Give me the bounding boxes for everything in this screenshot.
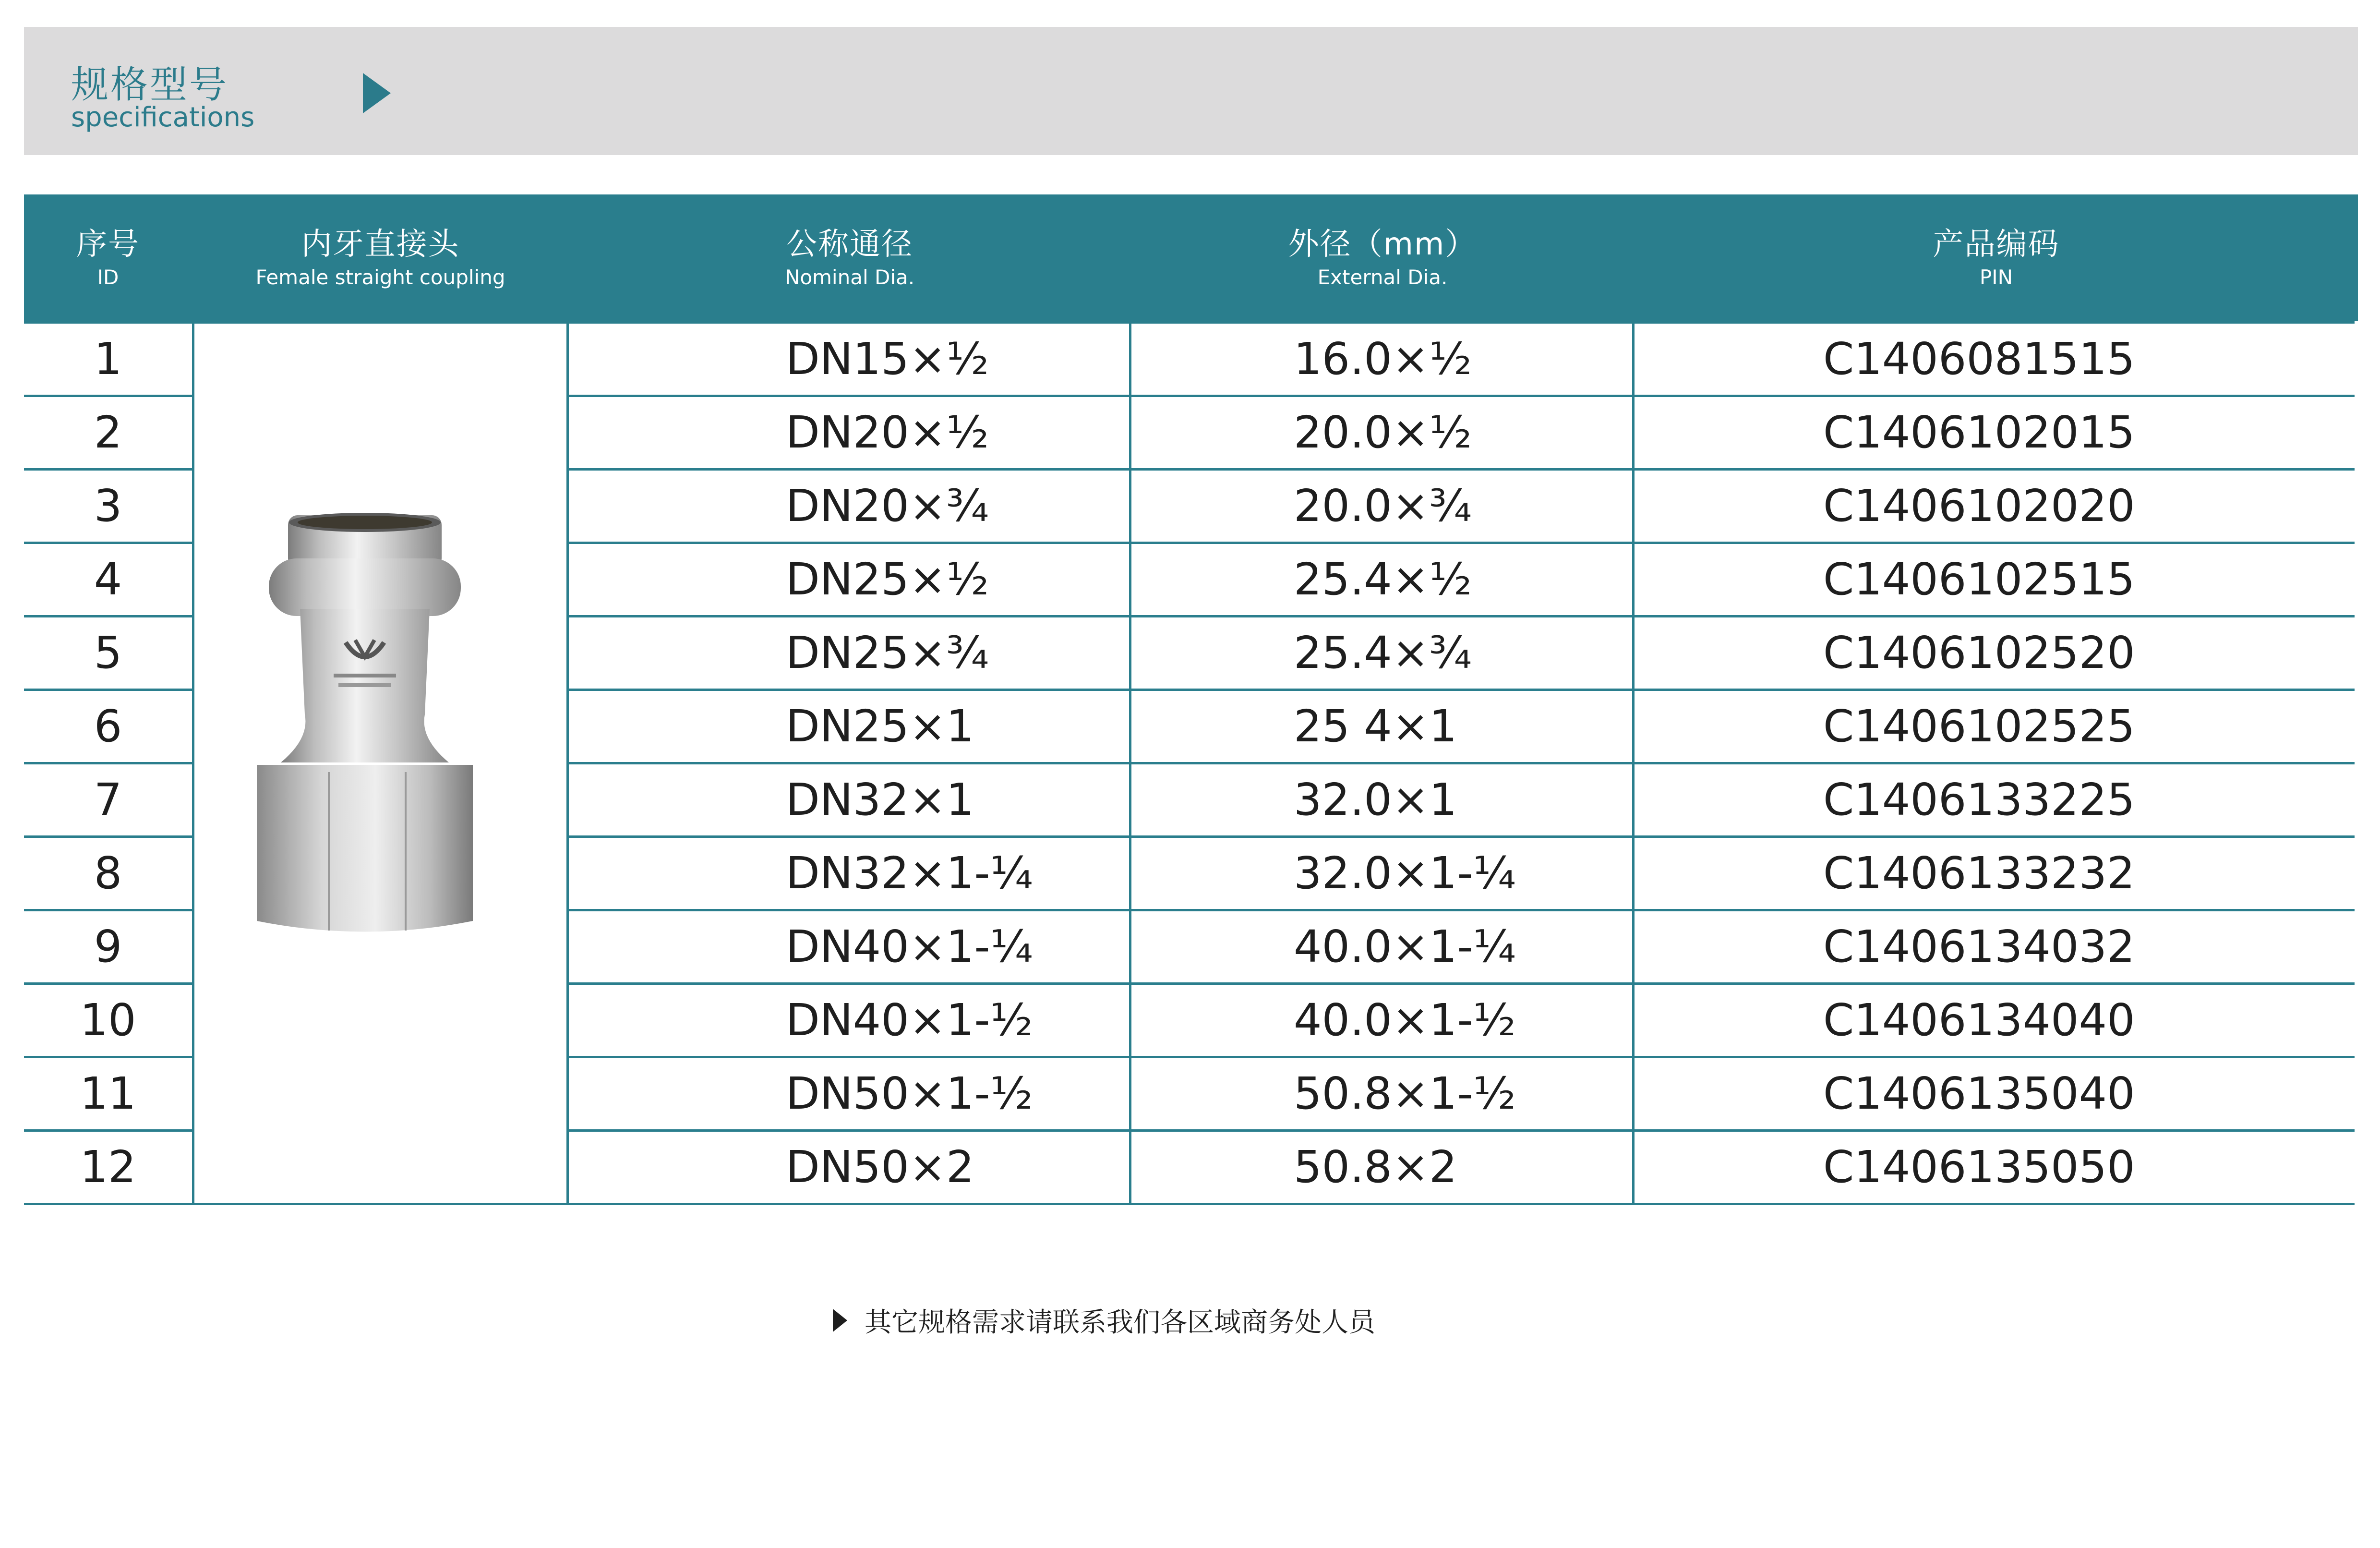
cell-external-dia: 20.0×¾ [1294,480,1472,532]
header-id-en: ID [97,266,119,289]
cell-nominal-dia: DN50×1-½ [786,1067,1033,1119]
cell-nominal-dia: DN32×1-¼ [786,847,1033,899]
footer-note [833,1301,1375,1340]
header-product-zh: 内牙直接头 [301,227,460,262]
cell-pin: C1406133232 [1823,847,2135,899]
cell-external-dia: 20.0×½ [1294,406,1472,458]
header-pin [1635,194,2358,321]
cell-external-dia: 16.0×½ [1294,333,1472,385]
cell-id: 10 [80,994,136,1046]
table-header [24,194,2358,321]
header-pin-zh: 产品编码 [1933,227,2060,262]
cell-id: 3 [94,480,122,532]
header-pin-en: PIN [1979,266,2013,289]
header-product-en: Female straight coupling [255,266,505,289]
cell-nominal-dia: DN25×¾ [786,627,989,678]
cell-id: 12 [80,1141,136,1193]
female-straight-coupling-image [247,513,482,940]
cell-external-dia: 25.4×¾ [1294,627,1472,678]
cell-pin: C1406102520 [1823,627,2135,678]
header-nominal [569,194,1130,321]
cell-external-dia: 40.0×1-½ [1294,994,1516,1046]
cell-id: 11 [80,1067,136,1119]
cell-id: 1 [94,333,122,385]
cell-external-dia: 40.0×1-¼ [1294,920,1516,972]
cell-nominal-dia: DN40×1-½ [786,994,1033,1046]
cell-pin: C1406102015 [1823,406,2135,458]
cell-pin: C1406102020 [1823,480,2135,532]
cell-nominal-dia: DN20×¾ [786,480,989,532]
cell-external-dia: 32.0×1-¼ [1294,847,1516,899]
header-id-zh: 序号 [76,227,140,262]
cell-id: 4 [94,553,122,605]
play-triangle-icon [363,73,391,113]
header-product [192,194,569,321]
header-external-en: External Dia. [1317,266,1448,289]
cell-external-dia: 32.0×1 [1294,774,1457,825]
cell-id: 9 [94,920,122,972]
header-nominal-zh: 公称通径 [786,227,913,262]
section-title: 规格型号 [71,63,229,107]
cell-external-dia: 25.4×½ [1294,553,1472,605]
header-id [24,194,192,321]
section-banner [24,27,2358,155]
cell-pin: C1406102515 [1823,553,2135,605]
cell-pin: C1406135040 [1823,1067,2135,1119]
cell-pin: C1406133225 [1823,774,2135,825]
cell-id: 7 [94,774,122,825]
cell-pin: C1406081515 [1823,333,2135,385]
column-divider [192,321,194,1203]
section-subtitle: specifications [71,102,255,133]
cell-nominal-dia: DN20×½ [786,406,989,458]
cell-id: 8 [94,847,122,899]
cell-pin: C1406134040 [1823,994,2135,1046]
cell-external-dia: 50.8×2 [1294,1141,1457,1193]
cell-pin: C1406102525 [1823,700,2135,752]
cell-id: 6 [94,700,122,752]
cell-nominal-dia: DN32×1 [786,774,974,825]
cell-id: 2 [94,406,122,458]
cell-nominal-dia: DN50×2 [786,1141,974,1193]
cell-external-dia: 50.8×1-½ [1294,1067,1516,1119]
cell-pin: C1406134032 [1823,920,2135,972]
cell-nominal-dia: DN15×½ [786,333,989,385]
cell-pin: C1406135050 [1823,1141,2135,1193]
cell-nominal-dia: DN25×1 [786,700,974,752]
cell-external-dia: 25 4×1 [1294,700,1457,752]
cell-id: 5 [94,627,122,678]
cell-nominal-dia: DN25×½ [786,553,989,605]
cell-nominal-dia: DN40×1-¼ [786,920,1033,972]
header-external [1130,194,1635,321]
footer-note-text: 其它规格需求请联系我们各区域商务处人员 [865,1307,1375,1338]
play-triangle-icon [833,1309,847,1332]
header-nominal-en: Nominal Dia. [784,266,915,289]
header-external-zh: 外径（mm） [1288,227,1477,262]
